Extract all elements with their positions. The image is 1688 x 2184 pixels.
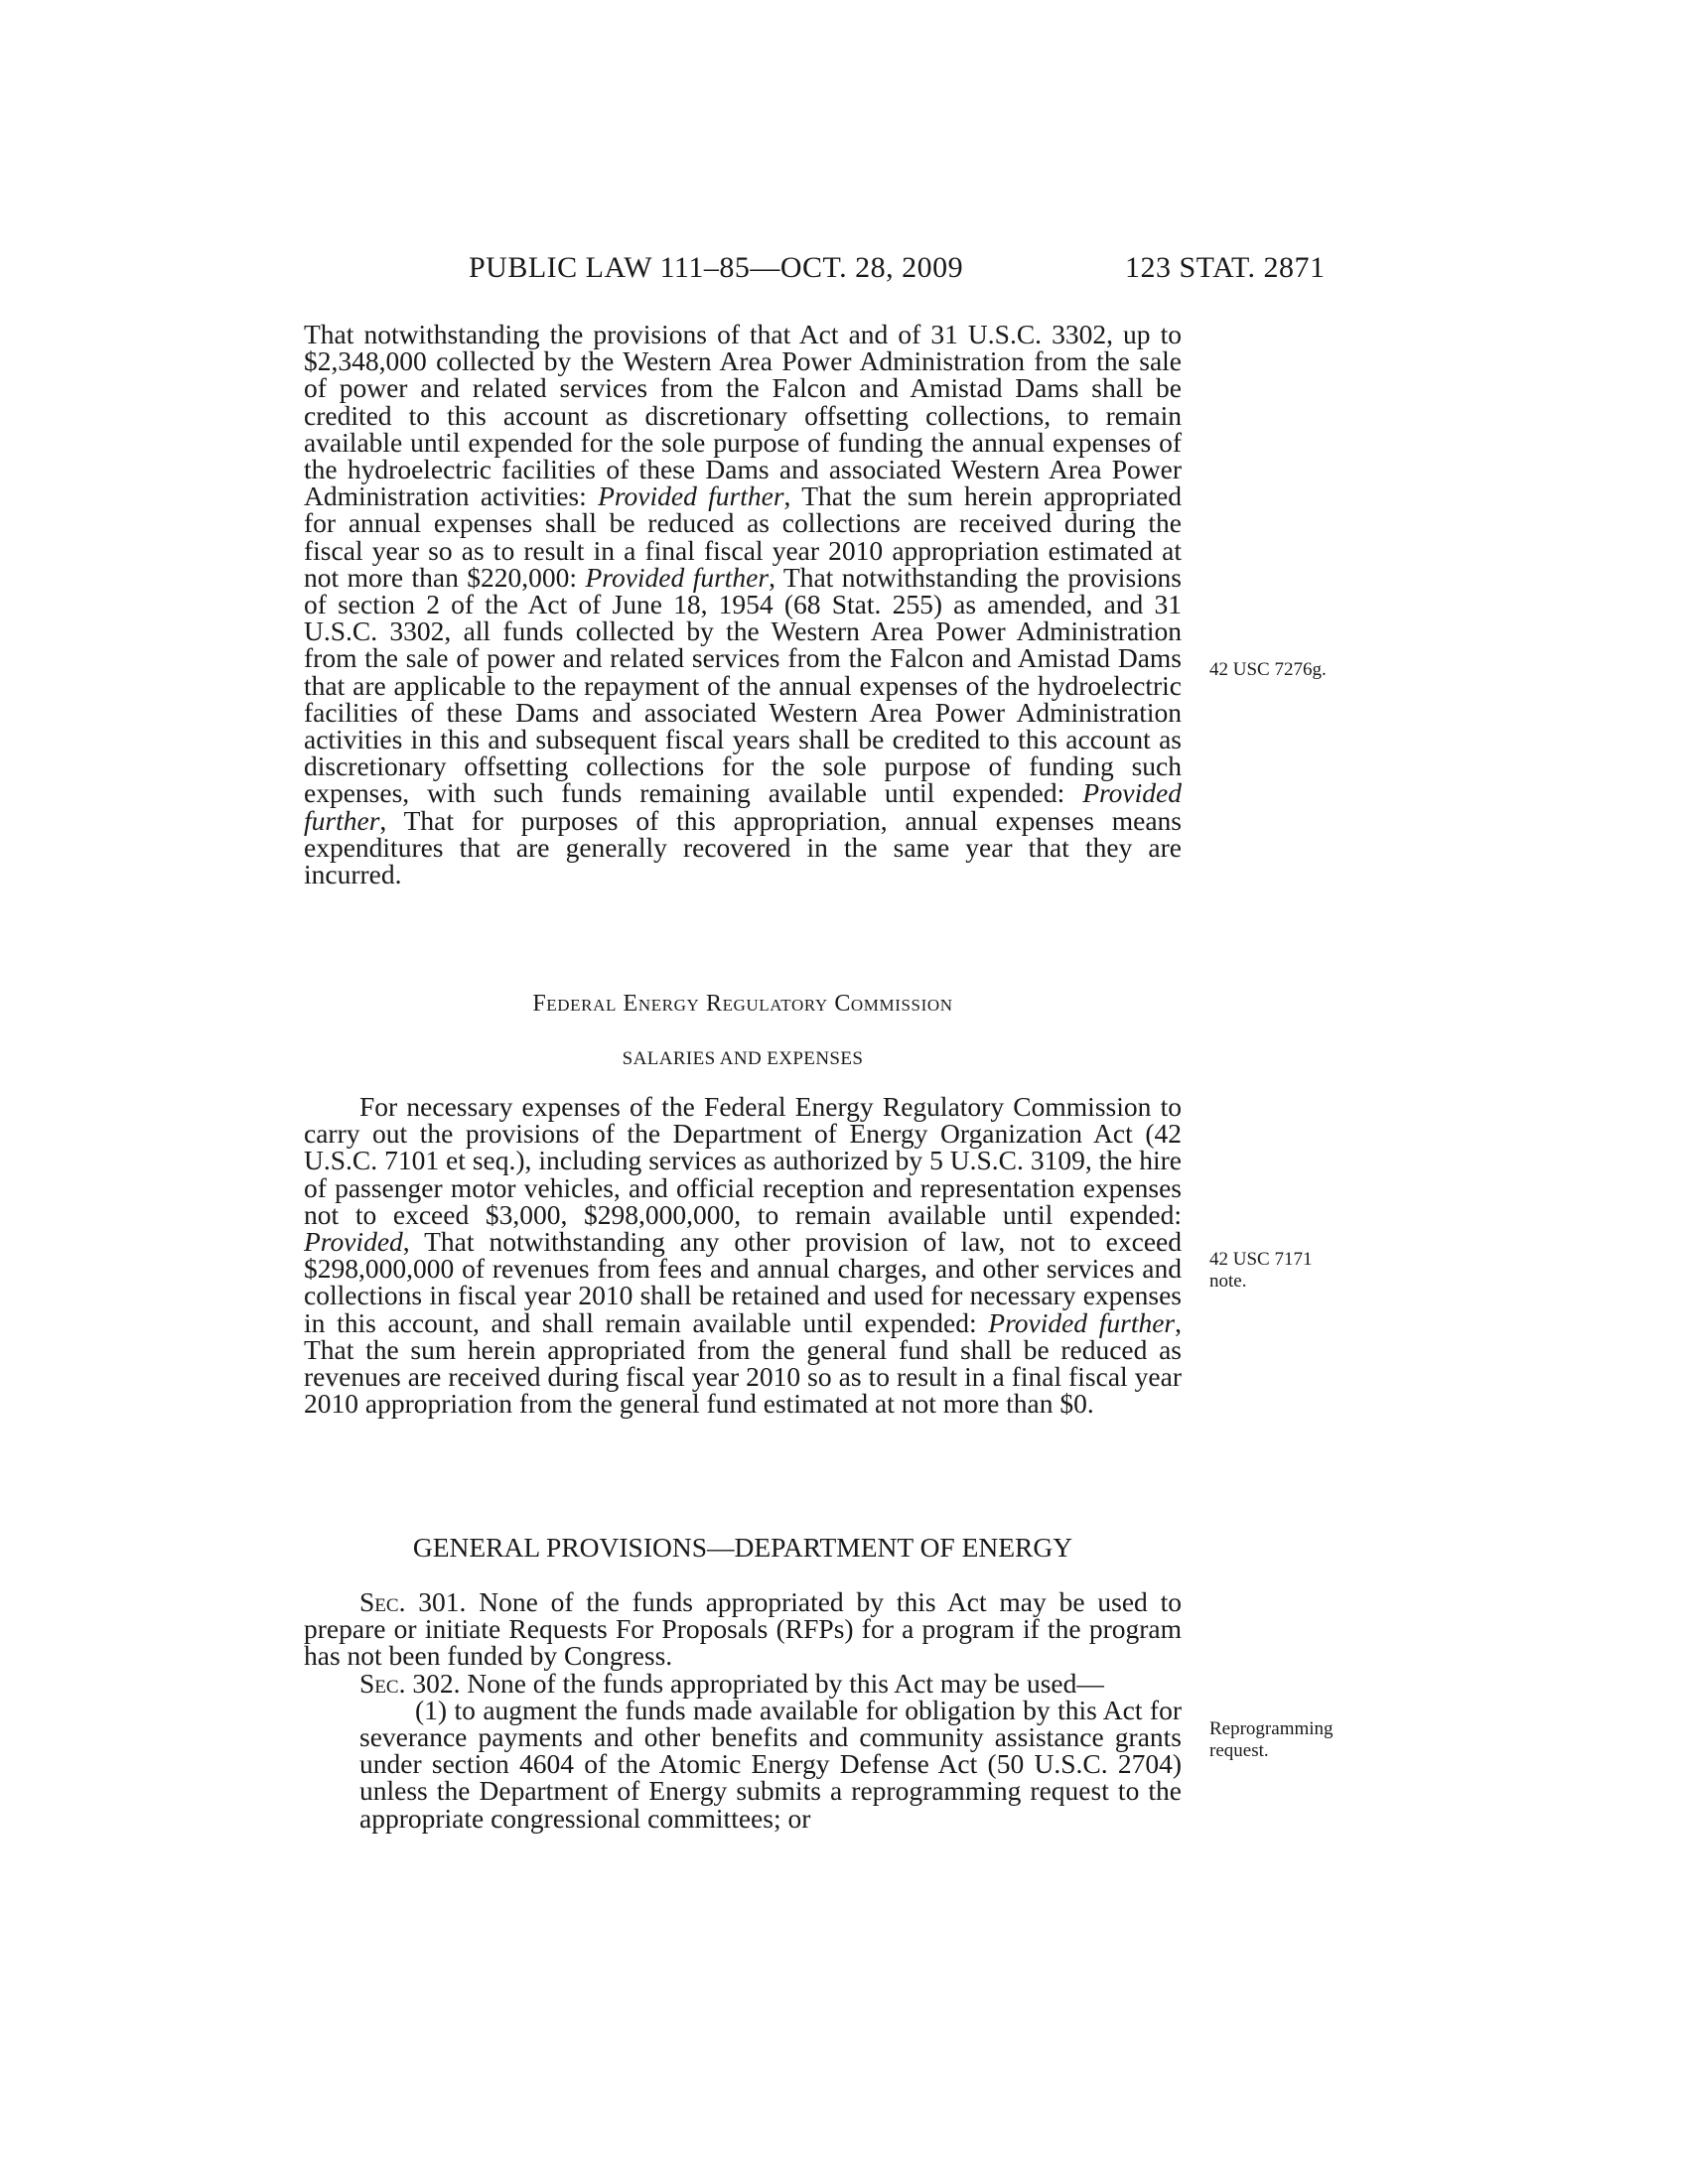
- general-provisions-section: [304, 1588, 1182, 1832]
- public-law-title: PUBLIC LAW 111–85—OCT. 28, 2009: [469, 251, 964, 284]
- ferc-section: [304, 1091, 1182, 1420]
- general-provisions-heading: GENERAL PROVISIONS—DEPARTMENT OF ENERGY: [412, 1532, 1073, 1563]
- continuation-section: [304, 319, 1182, 890]
- ferc-subheading-block: [304, 1045, 1182, 1072]
- ferc-paragraph: For necessary expenses of the Federal Energy Regulatory Commission to carry out the provisions of the Department of Energy Organization Act (42 U.S.C. 7101 et seq.), including services as authorized by 5 U.S.C. 3109, the hire of passenger motor vehicles, and official reception and representation expenses not to exceed $3,000, $298,000,000, to remain available until expended: Provided, That notwithstanding any other provision of law, not to exceed $298,000,000 of revenues from fees and annual charges, and other services and collections in fiscal year 2010 shall be retained and used for necessary expenses in this account, and shall remain available until expended: Provided further, That the sum herein appropriated from the general fund shall be reduced as revenues are received during fiscal year 2010 so as to result in a final fiscal year 2010 appropriation from the general fund estimated at not more than $0.: [304, 1091, 1182, 1420]
- statute-page-number: 123 STAT. 2871: [1125, 251, 1326, 284]
- ferc-heading-block: [304, 991, 1182, 1018]
- margin-note-7171: 42 USC 7171 note.: [1209, 1249, 1313, 1292]
- continuation-paragraph: That notwithstanding the provisions of that Act and of 31 U.S.C. 3302, up to $2,348,000 collected by the Western Area Power Administration from the sale of power and related services from the Falcon and Amistad Dams shall be credited to this account as discretionary offsetting collections, to remain available until expended for the sole purpose of funding the annual expenses of the hydroelectric facilities of these Dams and associated Western Area Power Administration activities: Provided further, That the sum herein appropriated for annual expenses shall be reduced as collections are received during the fiscal year so as to result in a final fiscal year 2010 appropriation estimated at not more than $220,000: Provided further, That notwithstanding the provisions of section 2 of the Act of June 18, 1954 (68 Stat. 255) as amended, and 31 U.S.C. 3302, all funds collected by the Western Area Power Administration from the sale of power and related services from the Falcon and Amistad Dams that are applicable to the repayment of the annual expenses of the hydroelectric facilities of these Dams and associated Western Area Power Administration activities in this and subsequent fiscal years shall be credited to this account as discretionary offsetting collections for the sole purpose of funding such expenses, with such funds remaining available until expended: Provided further, That for purposes of this appropriation, annual expenses means expenditures that are generally recovered in the same year that they are incurred.: [304, 319, 1182, 890]
- section-301: Sec. 301. None of the funds appropriated by this Act may be used to prepare or initiate Requests For Proposals (RFPs) for a program if the program has not been funded by Congress.: [304, 1586, 1182, 1672]
- general-provisions-heading-block: [304, 1534, 1182, 1561]
- salaries-expenses-heading: SALARIES AND EXPENSES: [622, 1048, 864, 1069]
- ferc-heading: Federal Energy Regulatory Commission: [532, 991, 953, 1017]
- page-header: [0, 251, 1688, 291]
- section-302-item-1: (1) to augment the funds made available for obligation by this Act for severance payments and other benefits and community assistance grants under section 4604 of the Atomic Energy Defense Act (50 U.S.C. 2704) unless the Department of Energy submits a reprogramming request to the appropriate congressional committees; or: [359, 1694, 1182, 1834]
- section-302: Sec. 302. None of the funds appropriated by this Act may be used—: [359, 1667, 1104, 1699]
- margin-note-reprogramming: Reprogramming request.: [1209, 1718, 1334, 1761]
- margin-note-7276g: 42 USC 7276g.: [1209, 659, 1327, 680]
